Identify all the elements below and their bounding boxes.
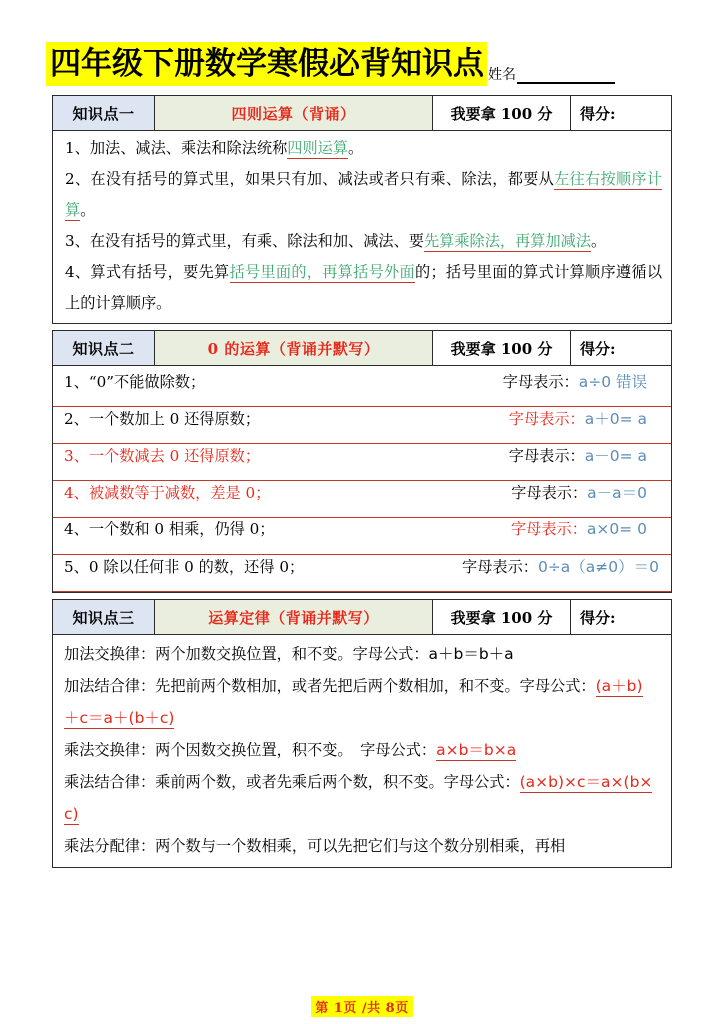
section-3-body (52, 635, 672, 868)
section-3-kp-label: 知识点三 (53, 600, 155, 634)
section-2-body (52, 366, 672, 593)
zero-rule-row (53, 444, 671, 481)
item-3-text-b: 。 (591, 232, 607, 250)
zero-rule-expression (509, 444, 661, 466)
letter-label: 字母表示： (462, 558, 538, 576)
item-2-highlight: 左往右按顺序计算 (65, 170, 663, 219)
name-blank-line[interactable] (517, 68, 615, 84)
letter-formula: a－0= a (584, 447, 647, 465)
knowledge-table (52, 95, 672, 868)
page-title: 四年级下册数学寒假必背知识点 (46, 42, 487, 86)
letter-formula: 0÷a（a≠0）＝0 (537, 558, 659, 576)
zero-rule-expression (503, 370, 661, 392)
section-3-goal: 我要拿 100 分 (433, 600, 571, 634)
zero-rule-row (53, 407, 671, 444)
law-formula: a×b＝b×a (436, 741, 517, 759)
item-2-text-a: 2、在没有括号的算式里，如果只有加、减法或者只有乘、除法，都要从 (65, 170, 555, 188)
section-2-goal: 我要拿 100 分 (433, 331, 571, 365)
item-4-highlight: 括号里面的，再算括号外面 (229, 263, 415, 281)
zero-rule-text: 3、一个数减去 0 还得原数； (64, 447, 261, 465)
footer (0, 996, 724, 1017)
zero-rule-text: 4、一个数和 0 相乘，仍得 0； (64, 520, 275, 538)
section-1-body (52, 131, 672, 324)
law-text: 乘法结合律：乘前两个数，或者先乘后两个数，积不变。字母公式： (64, 773, 520, 791)
letter-label: 字母表示： (511, 484, 588, 502)
zero-rule-row (53, 555, 671, 592)
law-text: 乘法交换律：两个因数交换位置，积不变。 字母公式： (64, 741, 437, 759)
section-2-topic: 0 的运算（背诵并默写） (155, 331, 433, 365)
item-1-text-b: 。 (348, 139, 364, 157)
section-3-score[interactable]: 得分: (571, 600, 671, 634)
law-line (53, 734, 671, 766)
section-1-score[interactable]: 得分: (571, 96, 671, 130)
zero-rule-expression (511, 518, 661, 539)
zero-rule-text: 5、0 除以任何非 0 的数，还得 0； (64, 558, 305, 576)
section-header-1 (52, 95, 672, 131)
letter-label: 字母表示： (508, 447, 585, 465)
law-line (53, 670, 671, 734)
section-1-item-1 (53, 133, 671, 164)
letter-formula: a＋0= a (584, 410, 647, 428)
letter-formula: a÷0 错误 (578, 373, 647, 391)
section-header-2 (52, 330, 672, 366)
law-text: 加法交换律：两个加数交换位置，和不变。字母公式： (64, 645, 429, 663)
item-3-highlight: 先算乘除法，再算加减法 (423, 232, 592, 250)
law-line (53, 766, 671, 830)
item-3-text-a: 3、在没有括号的算式里，有乘、除法和加、减法、要 (65, 232, 424, 250)
section-1-item-4 (53, 257, 671, 319)
zero-rule-text: 4、被减数等于减数，差是 0； (64, 484, 271, 502)
section-1-kp-label: 知识点一 (53, 96, 155, 130)
page-indicator: 第 1页 /共 8页 (311, 996, 412, 1017)
title-row (46, 40, 706, 86)
zero-rule-row (53, 518, 671, 555)
zero-rule-row (53, 370, 671, 407)
law-line (53, 830, 671, 862)
law-line (53, 638, 671, 670)
section-2-score[interactable]: 得分: (571, 331, 671, 365)
zero-rule-row (53, 481, 671, 518)
letter-label: 字母表示： (508, 410, 585, 428)
law-formula: a＋b＝b＋a (428, 645, 514, 663)
section-2-kp-label: 知识点二 (53, 331, 155, 365)
letter-label: 字母表示： (510, 520, 587, 538)
item-4-text-a: 4、算式有括号，要先算 (65, 263, 230, 281)
section-1-goal: 我要拿 100 分 (433, 96, 571, 130)
letter-formula: a×0= 0 (586, 520, 647, 538)
zero-rule-text: 1、“0”不能做除数； (64, 373, 206, 391)
zero-rule-text: 2、一个数加上 0 还得原数； (64, 410, 261, 428)
section-header-3 (52, 599, 672, 635)
item-1-text-a: 1、加法、减法、乘法和除法统称 (65, 139, 288, 157)
law-text: 加法结合律：先把前两个数相加，或者先把后两个数相加，和不变。字母公式： (64, 677, 596, 695)
zero-rule-expression (509, 407, 661, 429)
item-4-text-b: 的；括号里面的算式计算顺序遵循以上的计算顺序。 (65, 263, 663, 312)
section-3-topic: 运算定律（背诵并默写） (155, 600, 433, 634)
name-field (488, 66, 615, 86)
section-1-item-2 (53, 164, 671, 226)
law-formula: (a＋b) ＋c＝a＋(b＋c) (64, 677, 643, 727)
letter-label: 字母表示： (502, 373, 579, 391)
item-2-text-b: 。 (80, 201, 96, 219)
section-1-item-3 (53, 226, 671, 257)
law-formula: (a×b)×c＝a×(b×c) (64, 773, 653, 823)
law-text: 乘法分配律：两个数与一个数相乘，可以先把它们与这个数分别相乘，再相 (64, 837, 566, 855)
zero-rule-expression (511, 481, 661, 503)
item-1-highlight: 四则运算 (287, 139, 349, 157)
name-label: 姓名 (488, 67, 516, 83)
letter-formula: a－a＝0 (587, 484, 647, 502)
section-1-topic: 四则运算（背诵） (155, 96, 433, 130)
zero-rule-expression (462, 555, 661, 577)
